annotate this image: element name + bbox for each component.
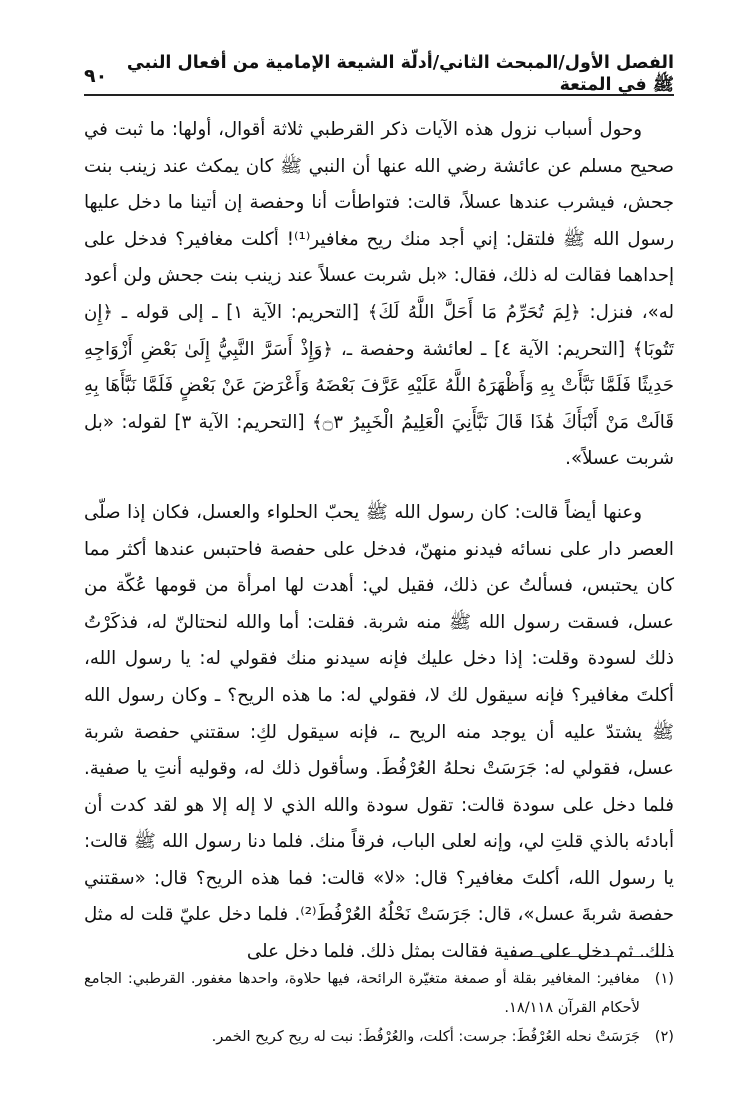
main-text [84, 112, 674, 971]
paragraph: وعنها أيضاً قالت: كان رسول الله ﷺ يحبّ الحلواء والعسل، فكان إذا صلّى العصر دار على نسائه فيدنو منهنّ، فدخل على حفصة فاحتبس عندها أكثر مما كان يحتبس، فسألتُ عن ذلك، فقيل لي: أهدت لها امرأة من قومها عُكّة من عسل، فسقت رسول الله ﷺ منه شربة. فقلت: أما والله لنحتالنّ له، فذكَرْتُ ذلك لسودة وقلت: إذا دخل عليك فإنه سيدنو منك فقولي له: يا رسول الله، أكلتَ مغافير؟ فإنه سيقول لك لا، فقولي له: ما هذه الريح؟ ـ وكان رسول الله ﷺ يشتدّ عليه أن يوجد منه الريح ـ، فإنه سيقول لكِ: سقتني حفصة شربة عسل، فقولي له: جَرَسَتْ نحلهُ العُرْفُطَ. وسأقول ذلك له، وقوليه أنتِ يا صفية. فلما دخل على سودة قالت: تقول سودة والله الذي لا إله إلا هو لقد كدت أن أبادئه بالذي قلتِ لي، وإنه لعلى الباب، فرقاً منك. فلما دنا رسول الله ﷺ قالت: يا رسول الله، أكلتَ مغافير؟ قال: «لا» قالت: فما هذه الريح؟ قال: «سقتني حفصة شربةَ عسل»، قال: جَرَسَتْ نَحْلُهُ العُرْفُطَ⁽²⁾. فلما دخل عليّ قلت له مثل ذلك. ثم دخل على صفية فقالت بمثل ذلك. فلما دخل على [84, 501, 674, 963]
footnote-number: (١) [654, 970, 674, 987]
page-number: ٩٠ [84, 65, 108, 87]
running-title: الفصل الأول/المبحث الثاني/أدلّة الشيعة الإمامية من أفعال النبي ﷺ في المتعة [126, 53, 674, 95]
footnote [84, 964, 674, 1022]
footnotes [84, 964, 674, 1051]
footnote [84, 1022, 674, 1051]
running-header [84, 53, 674, 96]
footnote-number: (٢) [654, 1028, 674, 1045]
footnote-text: جَرَسَتْ نحله العُرْفُطَ: جرست: أكلت، والعُرْفُطَ: نبت له ريح كريح الخمر. [211, 1028, 640, 1045]
footnote-text: مغافير: المغافير بقلة أو صمغة متغيّرة الرائحة، فيها حلاوة، واحدها مغفور. القرطبي: الجامع لأحكام القرآن ١٨/١١٨. [84, 970, 640, 1016]
paragraph: وحول أسباب نزول هذه الآيات ذكر القرطبي ثلاثة أقوال، أولها: ما ثبت في صحيح مسلم عن عائشة رضي الله عنها أن النبي ﷺ كان يمكث عند زينب بنت جحش، فيشرب عندها عسلاً، قالت: فتواطأت أنا وحفصة إن أتينا ما دخل عليها رسول الله ﷺ فلتقل: إني أجد منك ريح مغافير⁽¹⁾! أكلت مغافير؟ فدخل على إحداهما فقالت له ذلك، فقال: «بل شربت عسلاً عند زينب بنت جحش ولن أعود له»، فنزل: ﴿لِمَ تُحَرِّمُ مَا أَحَلَّ اللَّهُ لَكَ﴾ [التحريم: الآية ١] ـ إلى قوله ـ ﴿إِن تَتُوبَا﴾ [التحريم: الآية ٤] ـ لعائشة وحفصة ـ، ﴿وَإِذْ أَسَرَّ النَّبِيُّ إِلَىٰ بَعْضِ أَزْوَاجِهِ حَدِيثًا فَلَمَّا نَبَّأَتْ بِهِ وَأَظْهَرَهُ اللَّهُ عَلَيْهِ عَرَّفَ بَعْضَهُ وَأَعْرَضَ عَنْ بَعْضٍ فَلَمَّا نَبَّأَهَا بِهِ قَالَتْ مَنْ أَنْبَأَكَ هَٰذَا قَالَ نَبَّأَنِيَ الْعَلِيمُ الْخَبِيرُ ۝٣﴾ [التحريم: الآية ٣] لقوله: «بل شربت عسلاً». [84, 119, 675, 470]
footnote-separator [504, 956, 674, 957]
